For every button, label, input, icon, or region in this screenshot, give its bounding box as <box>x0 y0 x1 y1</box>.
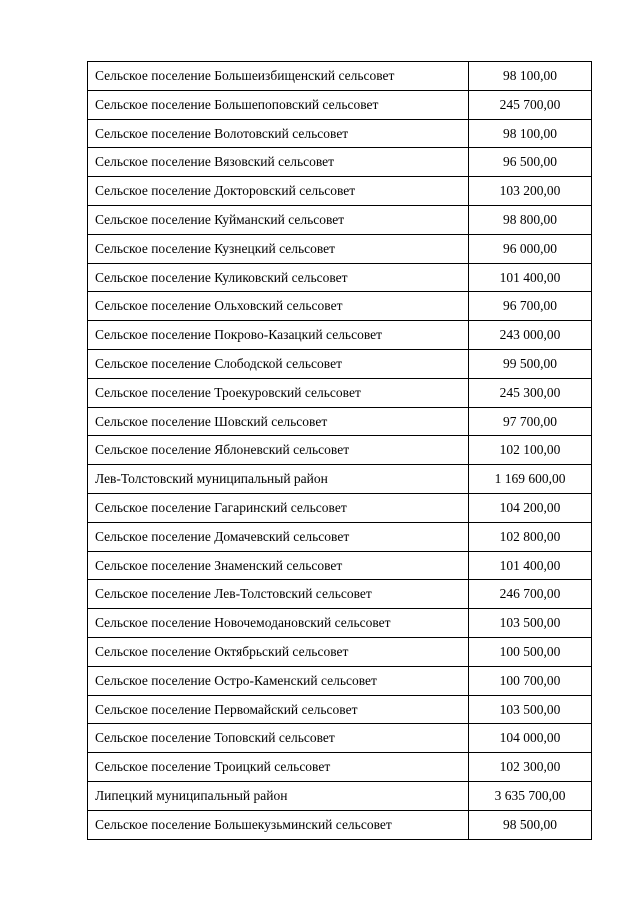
row-name-cell: Сельское поселение Яблоневский сельсовет <box>88 436 469 465</box>
row-name-cell: Сельское поселение Лев-Толстовский сельсовет <box>88 580 469 609</box>
row-name-cell: Сельское поселение Домачевский сельсовет <box>88 522 469 551</box>
row-name-cell: Лев-Толстовский муниципальный район <box>88 465 469 494</box>
table-row <box>88 522 592 551</box>
table-row <box>88 753 592 782</box>
table-row <box>88 119 592 148</box>
table-row <box>88 580 592 609</box>
table-row <box>88 407 592 436</box>
table-row <box>88 465 592 494</box>
row-amount-cell: 96 700,00 <box>469 292 592 321</box>
row-name-cell: Сельское поселение Ольховский сельсовет <box>88 292 469 321</box>
row-name-cell: Сельское поселение Вязовский сельсовет <box>88 148 469 177</box>
table-row <box>88 234 592 263</box>
row-name-cell: Сельское поселение Большеизбищенский сельсовет <box>88 62 469 91</box>
row-name-cell: Сельское поселение Куликовский сельсовет <box>88 263 469 292</box>
row-amount-cell: 101 400,00 <box>469 263 592 292</box>
row-name-cell: Сельское поселение Куйманский сельсовет <box>88 205 469 234</box>
row-name-cell: Сельское поселение Новочемодановский сельсовет <box>88 609 469 638</box>
row-amount-cell: 243 000,00 <box>469 321 592 350</box>
table-row <box>88 724 592 753</box>
row-amount-cell: 3 635 700,00 <box>469 781 592 810</box>
row-amount-cell: 96 500,00 <box>469 148 592 177</box>
row-amount-cell: 98 100,00 <box>469 62 592 91</box>
table-row <box>88 810 592 839</box>
row-name-cell: Сельское поселение Слободской сельсовет <box>88 349 469 378</box>
table-row <box>88 436 592 465</box>
row-name-cell: Сельское поселение Остро-Каменский сельсовет <box>88 666 469 695</box>
row-name-cell: Сельское поселение Волотовский сельсовет <box>88 119 469 148</box>
row-amount-cell: 100 500,00 <box>469 637 592 666</box>
table-row <box>88 781 592 810</box>
row-amount-cell: 245 700,00 <box>469 90 592 119</box>
row-amount-cell: 102 100,00 <box>469 436 592 465</box>
row-amount-cell: 103 500,00 <box>469 609 592 638</box>
table-row <box>88 695 592 724</box>
row-amount-cell: 104 000,00 <box>469 724 592 753</box>
row-amount-cell: 102 800,00 <box>469 522 592 551</box>
row-amount-cell: 99 500,00 <box>469 349 592 378</box>
allocation-table <box>87 61 592 840</box>
row-amount-cell: 246 700,00 <box>469 580 592 609</box>
row-amount-cell: 102 300,00 <box>469 753 592 782</box>
table-row <box>88 321 592 350</box>
table-row <box>88 90 592 119</box>
row-name-cell: Сельское поселение Первомайский сельсовет <box>88 695 469 724</box>
row-name-cell: Сельское поселение Кузнецкий сельсовет <box>88 234 469 263</box>
row-amount-cell: 104 200,00 <box>469 493 592 522</box>
table-row <box>88 378 592 407</box>
table-row <box>88 205 592 234</box>
table-row <box>88 148 592 177</box>
table-row <box>88 349 592 378</box>
table-row <box>88 62 592 91</box>
row-amount-cell: 96 000,00 <box>469 234 592 263</box>
row-amount-cell: 100 700,00 <box>469 666 592 695</box>
row-amount-cell: 103 500,00 <box>469 695 592 724</box>
table-body <box>88 62 592 840</box>
table-row <box>88 493 592 522</box>
table-row <box>88 666 592 695</box>
table-row <box>88 551 592 580</box>
row-name-cell: Сельское поселение Большекузьминский сельсовет <box>88 810 469 839</box>
table-row <box>88 292 592 321</box>
row-amount-cell: 103 200,00 <box>469 177 592 206</box>
table-row <box>88 177 592 206</box>
row-name-cell: Сельское поселение Шовский сельсовет <box>88 407 469 436</box>
row-name-cell: Сельское поселение Докторовский сельсовет <box>88 177 469 206</box>
row-name-cell: Сельское поселение Большепоповский сельсовет <box>88 90 469 119</box>
row-name-cell: Сельское поселение Знаменский сельсовет <box>88 551 469 580</box>
table-row <box>88 637 592 666</box>
row-amount-cell: 98 500,00 <box>469 810 592 839</box>
table-row <box>88 263 592 292</box>
row-amount-cell: 98 800,00 <box>469 205 592 234</box>
row-amount-cell: 97 700,00 <box>469 407 592 436</box>
row-amount-cell: 1 169 600,00 <box>469 465 592 494</box>
row-name-cell: Липецкий муниципальный район <box>88 781 469 810</box>
table-row <box>88 609 592 638</box>
row-name-cell: Сельское поселение Троекуровский сельсовет <box>88 378 469 407</box>
row-amount-cell: 101 400,00 <box>469 551 592 580</box>
row-amount-cell: 98 100,00 <box>469 119 592 148</box>
row-name-cell: Сельское поселение Троицкий сельсовет <box>88 753 469 782</box>
row-name-cell: Сельское поселение Гагаринский сельсовет <box>88 493 469 522</box>
row-amount-cell: 245 300,00 <box>469 378 592 407</box>
row-name-cell: Сельское поселение Октябрьский сельсовет <box>88 637 469 666</box>
row-name-cell: Сельское поселение Топовский сельсовет <box>88 724 469 753</box>
row-name-cell: Сельское поселение Покрово-Казацкий сельсовет <box>88 321 469 350</box>
